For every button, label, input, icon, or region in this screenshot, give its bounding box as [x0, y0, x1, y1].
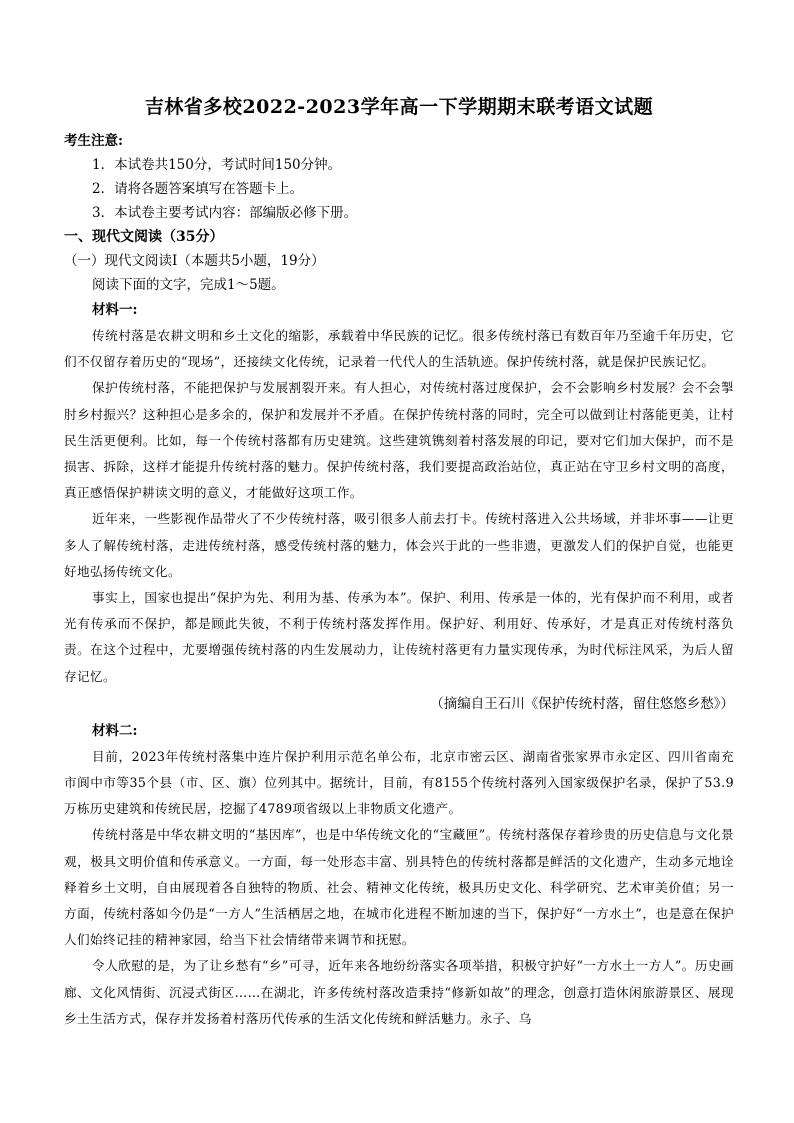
paragraph: 传统村落是中华农耕文明的“基因库”，也是中华传统文化的“宝藏匣”。传统村落保存着珍贵的历史信息与文化景观，极具文明价值和传承意义。一方面，每一处形态丰富、别具特色的传统村落都是鲜活的文化遗产，生动多元地诠释着乡土文明，自由展现着各自独特的物质、社会、精神文化传统，极具历史文化、科学研究、艺术审美价值；另一方面，传统村落如今仍是“一方人”生活栖居之地，在城市化进程不断加速的当下，保护好“一方水土”，也是意在保护人们始终记挂的精神家园，给当下社会情绪带来调节和抚慰。	[64, 827, 734, 948]
notice-item: 3．本试卷主要考试内容：部编版必修下册。	[92, 205, 358, 221]
exam-notice	[64, 129, 734, 225]
material-two	[64, 718, 734, 1032]
paragraph: 近年来，一些影视作品带火了不少传统村落，吸引很多人前去打卡。传统村落进入公共场域，并非坏事——让更多人了解传统村落，走进传统村落，感受传统村落的魅力，体会兴于此的一些非遗，更激发人们的保护自觉，也能更好地弘扬传统文化。	[64, 511, 734, 579]
paragraph: 令人欣慰的是，为了让乡愁有“乡”可寻，近年来各地纷纷落实各项举措，积极守护好“一方水土一方人”。历史画廊、文化风情街、沉浸式街区……在湖北，许多传统村落改造秉持“修新如故”的理念，创意打造休闲旅游景区、展现乡土生活方式，保存并发扬着村落历代传承的生活文化传统和鲜活魅力。永子、乌	[64, 958, 734, 1026]
material-one	[64, 297, 734, 718]
paragraph: 事实上，国家也提出“保护为先、利用为基、传承为本”。保护、利用、传承是一体的，光有保护而不利用，或者光有传承而不保护，都是顾此失彼，不利于传统村落发挥作用。保护好、利用好、传承好，才是真正对传统村落负责。在这个过程中，尤要增强传统村落的内生发展动力，让传统村落更有力量实现传承，为时代标注风采，为后人留存记忆。	[64, 590, 734, 684]
notice-heading: 考生注意:	[64, 133, 123, 149]
material-source: （摘编自王石川《保护传统村落，留住悠悠乡愁》）	[430, 695, 734, 712]
notice-item: 2．请将各题答案填写在答题卡上。	[92, 181, 304, 197]
material-label: 材料一:	[92, 302, 138, 318]
paragraph: 传统村落是农耕文明和乡土文化的缩影，承载着中华民族的记忆。很多传统村落已有数百年乃至逾千年历史，它们不仅留存着历史的“现场”，还接续文化传统，记录着一代代人的生活轨迹。保护传统村落，就是保护民族记忆。	[64, 328, 734, 370]
paragraph: 保护传统村落，不能把保护与发展割裂开来。有人担心，对传统村落过度保护，会不会影响乡村发展？会不会掣肘乡村振兴？这种担心是多余的，保护和发展并不矛盾。在保护传统村落的同时，完全可以做到让村落能更美，让村民生活更便利。比如，每一个传统村落都有历史建筑。这些建筑镌刻着村落发展的印记，要对它们加大保护，而不是损害、拆除，这样才能提升传统村落的魅力。保护传统村落，我们要提高政治站位，真正站在守卫乡村文明的高度，真正感悟保护耕读文明的意义，才能做好这项工作。	[64, 380, 734, 501]
material-label: 材料二:	[92, 722, 138, 739]
subsection-title: （一）现代文阅读Ⅰ（本题共5小题，19分）	[64, 253, 325, 269]
exam-page	[64, 92, 734, 1032]
reading-instruction: 阅读下面的文字，完成1～5题。	[92, 277, 285, 293]
paragraph: 目前，2023年传统村落集中连片保护利用示范名单公布，北京市密云区、湖南省张家界市永定区、四川省南充市阆中市等35个县（市、区、旗）位列其中。据统计，目前，有8155个传统村落列入国家级保护名录，保护了53.9万栋历史建筑和传统民居，挖掘了4789项省级以上非物质文化遗产。	[64, 748, 734, 817]
exam-title: 吉林省多校2022-2023学年高一下学期期末联考语文试题	[144, 96, 654, 118]
section-title: 一、现代文阅读（35分）	[64, 229, 224, 245]
notice-item: 1．本试卷共150分，考试时间150分钟。	[92, 157, 342, 173]
